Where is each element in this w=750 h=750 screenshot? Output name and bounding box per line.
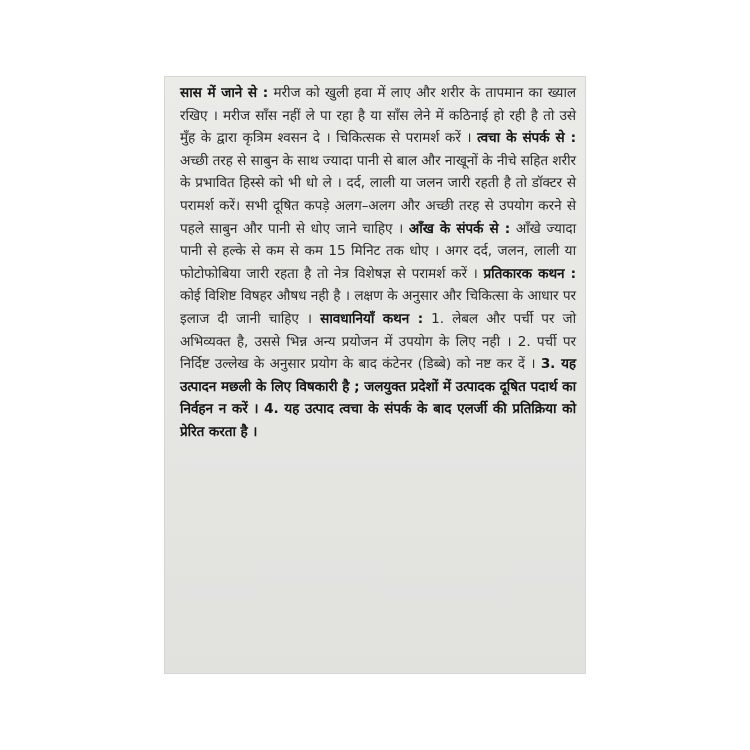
- precautions-text: 1. लेबल और पर्ची पर जो अभिव्यक्त है, उससे भिन्न अन्य प्रयोजन में उपयोग के लिए नही । 2. पर्ची पर निर्दिष्ट उल्लेख के अनुसार प्रयोग के बाद कंटेनर (डिब्बे) को नष्ट कर दें ।: [180, 310, 577, 373]
- label-text: [180, 82, 576, 444]
- toxicity-warning: 3. यह उत्पादन मछली के लिए विषकारी है ; जलयुक्त प्रदेशों में उत्पादक दूषित पदार्थ का निर्वहन न करें । 4. यह उत्पाद त्वचा के संपर्क के बाद एलर्जी की प्रतिक्रिया को प्रेरित करता है ।: [180, 356, 576, 440]
- skin-contact-heading: त्वचा के संपर्क से :: [477, 130, 576, 147]
- inhalation-heading: सास में जाने से :: [180, 85, 269, 101]
- inhalation-text: मरीज को खुली हवा में लाए और शरीर के तापमान का ख्याल रखिए । मरीज साँस नहीं ले पा रहा है या साँस लेने में कठिनाई हो रही है तो उसे मुँह के द्वारा कृत्रिम श्वसन दे । चिकित्सक से परामर्श करें ।: [180, 85, 576, 147]
- antidote-heading: प्रतिकारक कथन :: [483, 265, 576, 282]
- eye-contact-heading: आँख के संपर्क से :: [408, 220, 511, 237]
- antidote-text: कोई विशिष्ट विषहर औषध नही है । लक्षण के अनुसार और चिकित्सा के आधार पर इलाज दी जानी चाहिए ।: [180, 288, 576, 327]
- skin-contact-text: अच्छी तरह से साबुन के साथ ज्यादा पानी से बाल और नाखूनों के नीचे सहित शरीर के प्रभावित हिस्से को भी धो ले । दर्द, लाली या जलन जारी रहती है तो डॉक्टर से परामर्श करें। सभी दूषित कपड़े अलग–अलग और अच्छी तरह से उपयोग करने से पहले साबुन और पानी से धोए जाने चाहिए ।: [180, 152, 576, 237]
- precautions-heading: सावधानियाँ कथन :: [320, 310, 424, 327]
- label-leaflet: [164, 76, 586, 674]
- eye-contact-text: आँखे ज्यादा पानी से हल्के से कम से कम 15 मिनिट तक धोए । अगर दर्द, जलन, लाली या फोटोफोबिया जारी रहता है तो नेत्र विशेषज्ञ से परामर्श करें ।: [180, 220, 576, 282]
